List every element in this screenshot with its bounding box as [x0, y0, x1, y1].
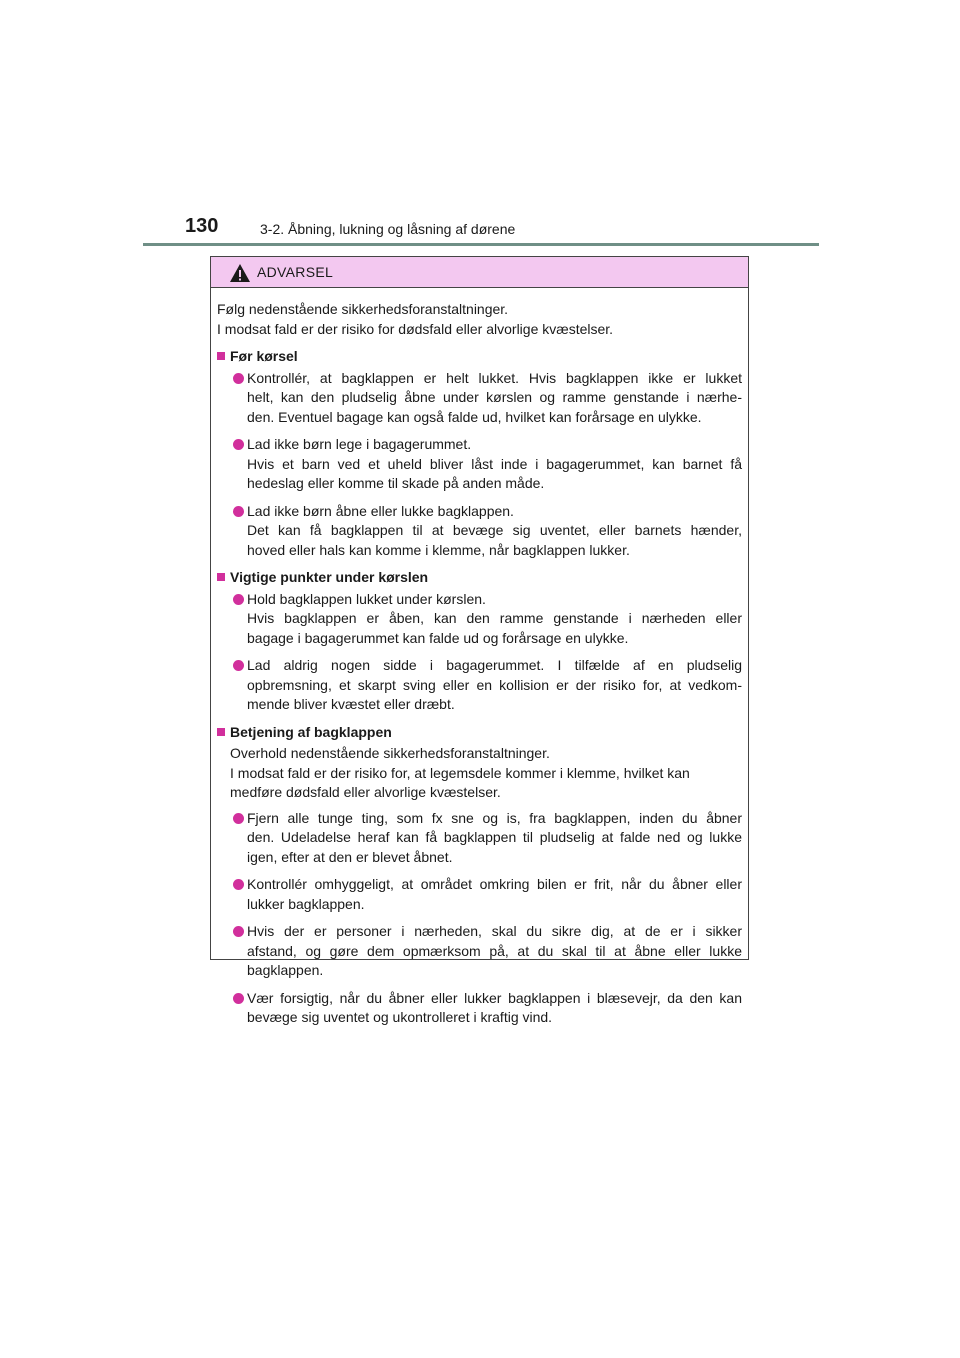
- warning-box: [210, 256, 749, 1025]
- circle-bullet-icon: [233, 594, 244, 605]
- list-item: [217, 809, 742, 868]
- intro-line: Følg nedenstående sikkerhedsforanstaltninger.: [217, 301, 509, 317]
- section-heading: [217, 347, 742, 367]
- bullet-line: den. Eventuel bagage kan også falde ud, hvilket kan forårsage en ulykke.: [247, 408, 702, 425]
- bullet-line: mende bliver kvæstet eller dræbt.: [247, 696, 455, 712]
- bullet-line: Lad ikke børn lege i bagagerummet.: [247, 436, 472, 452]
- bullet-line: Fjern alle tunge ting, som fx sne og is, fra bagklappen, inden du åbner: [247, 809, 742, 826]
- bullet-line: Hvis der er personer i nærheden, skal du sikre dig, at de er i sikker: [247, 923, 742, 939]
- section-heading: [217, 568, 742, 588]
- bullet-line: Lad aldrig nogen sidde i bagagerummet. I tilfælde af en pludselig: [247, 657, 742, 673]
- circle-bullet-icon: [233, 993, 244, 1004]
- circle-bullet-icon: [233, 439, 244, 450]
- warning-label: ADVARSEL: [257, 264, 334, 280]
- square-bullet-icon: [217, 728, 225, 736]
- bullet-line: lukker bagklappen.: [247, 895, 365, 912]
- list-item: [217, 590, 742, 649]
- circle-bullet-icon: [233, 879, 244, 890]
- section-before-driving: [217, 347, 742, 560]
- circle-bullet-icon: [233, 506, 244, 517]
- list-item: [217, 989, 742, 1028]
- circle-bullet-icon: [233, 813, 244, 824]
- bullet-line: den. Udeladelse heraf kan få bagklappen til pludselig at falde ned og lukke: [247, 829, 742, 845]
- square-bullet-icon: [217, 352, 225, 360]
- bullet-line: afstand, og gøre dem opmærksom på, at du skal til at åbne eller lukke: [247, 942, 742, 959]
- list-item: [217, 922, 742, 981]
- section-while-driving: [217, 568, 742, 715]
- circle-bullet-icon: [233, 373, 244, 384]
- list-item: [217, 369, 742, 428]
- list-item: [217, 502, 742, 561]
- list-item: [217, 875, 742, 914]
- section-title: 3-2. Åbning, lukning og låsning af dørene: [260, 221, 516, 237]
- bullet-line: hedeslag eller komme til skade på anden måde.: [247, 475, 545, 491]
- section-heading-text: Før kørsel: [230, 348, 298, 364]
- warning-triangle-icon: [229, 263, 251, 283]
- section-heading: [217, 723, 742, 743]
- page-number: 130: [185, 215, 219, 237]
- bullet-line: opbremsning, et skarpt sving eller en kollision er der risiko for, at vedkom-: [247, 676, 742, 693]
- bullet-line: hoved eller hals kan komme i klemme, når bagklappen lukker.: [247, 541, 630, 558]
- section-intro-line: I modsat fald er der risiko for, at legemsdele kommer i klemme, hvilket kan: [230, 764, 690, 781]
- list-item: [217, 435, 742, 494]
- bullet-line: Hold bagklappen lukket under kørslen.: [247, 590, 486, 607]
- bullet-line: helt, kan den pludselig åbne under kørslen og ramme genstande i nærhe-: [247, 389, 742, 405]
- intro-line: I modsat fald er der risiko for dødsfald eller alvorlige kvæstelser.: [217, 320, 614, 337]
- bullet-line: Kontrollér, at bagklappen er helt lukket. Hvis bagklappen ikke er lukket: [247, 369, 742, 386]
- bullet-line: Hvis et barn ved et uheld bliver låst inde i bagagerummet, kan barnet få: [247, 455, 742, 472]
- warning-body: [211, 288, 748, 1028]
- bullet-line: bevæge sig uventet og ukontrolleret i kraftig vind.: [247, 1009, 553, 1025]
- circle-bullet-icon: [233, 926, 244, 937]
- bullet-line: igen, efter at den er blevet åbnet.: [247, 848, 453, 865]
- section-intro-line: medføre dødsfald eller alvorlige kvæstelser.: [230, 784, 501, 800]
- warning-header: [211, 257, 748, 288]
- bullet-line: Vær forsigtig, når du åbner eller lukker bagklappen i blæsevejr, da den kan: [247, 989, 742, 1006]
- list-item: [217, 656, 742, 715]
- warning-intro: [217, 300, 742, 339]
- bullet-line: Det kan få bagklappen til at bevæge sig uventet, eller barnets hænder,: [247, 522, 742, 538]
- section-heading-text: Vigtige punkter under kørslen: [230, 569, 429, 585]
- bullet-line: bagklappen.: [247, 962, 324, 978]
- section-intro-line: Overhold nedenstående sikkerhedsforanstaltninger.: [230, 745, 550, 761]
- section-heading-text: Betjening af bagklappen: [230, 723, 392, 740]
- bullet-line: Kontrollér omhyggeligt, at området omkring bilen er frit, når du åbner eller: [247, 876, 742, 892]
- circle-bullet-icon: [233, 660, 244, 671]
- header-rule: [143, 243, 819, 246]
- section-intro: [217, 744, 742, 803]
- bullet-line: Lad ikke børn åbne eller lukke bagklappen.: [247, 502, 514, 519]
- square-bullet-icon: [217, 573, 225, 581]
- bullet-line: Hvis bagklappen er åben, kan den ramme genstande i nærheden eller: [247, 610, 742, 626]
- section-operating-tailgate: [217, 723, 742, 1028]
- bullet-line: bagage i bagagerummet kan falde ud og forårsage en ulykke.: [247, 629, 629, 646]
